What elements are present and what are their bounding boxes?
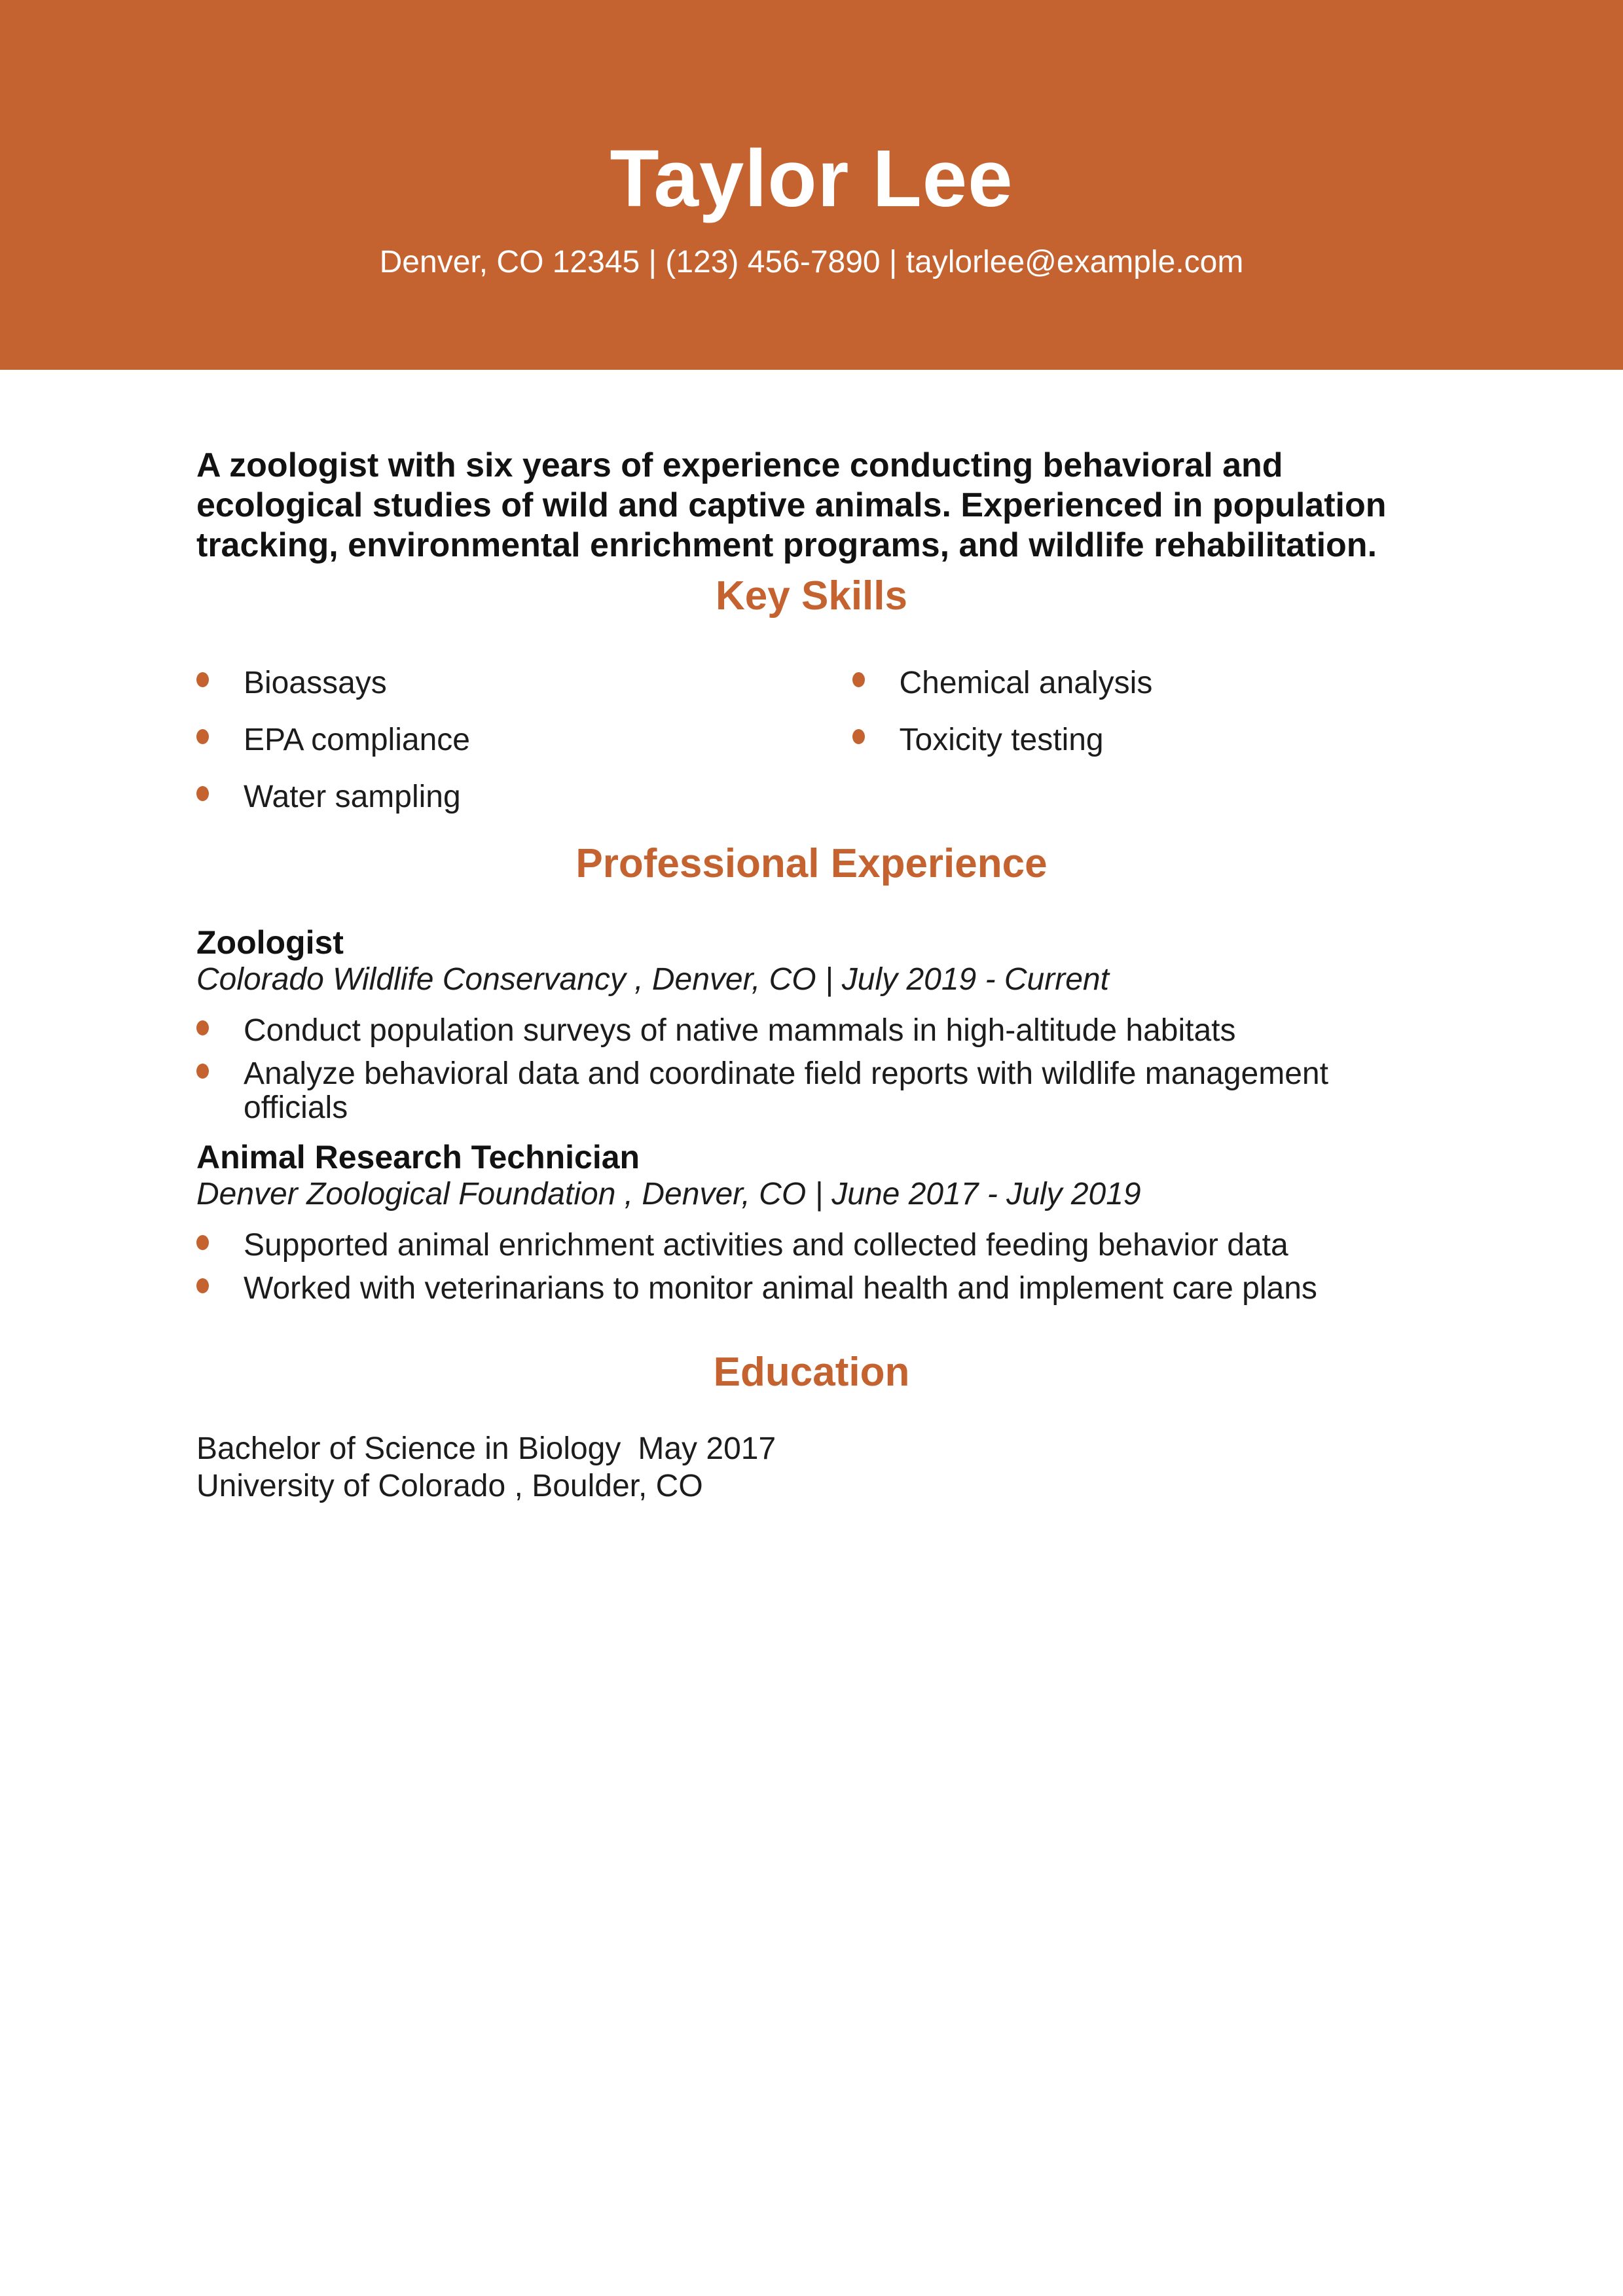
job-entry bbox=[196, 924, 1427, 1125]
resume-body bbox=[196, 446, 1427, 1505]
job-entry bbox=[196, 1138, 1427, 1306]
skill-item bbox=[196, 780, 812, 816]
school: University of Colorado , Boulder, CO bbox=[196, 1469, 703, 1503]
job-bullet-text: Analyze behavioral data and coordinate field reports with wildlife management officials bbox=[244, 1056, 1328, 1125]
skill-label: Toxicity testing bbox=[899, 723, 1104, 757]
skill-item bbox=[852, 666, 1427, 702]
job-bullet-text: Worked with veterinarians to monitor animal health and implement care plans bbox=[244, 1271, 1317, 1306]
bullet-icon bbox=[196, 1278, 209, 1293]
skill-label: Water sampling bbox=[244, 780, 461, 814]
job-bullet bbox=[196, 1057, 1427, 1125]
job-bullet-list bbox=[196, 1014, 1427, 1125]
bullet-icon bbox=[196, 1235, 209, 1250]
job-bullet-list bbox=[196, 1229, 1427, 1306]
job-bullet-text: Supported animal enrichment activities and collected feeding behavior data bbox=[244, 1228, 1288, 1263]
job-bullet bbox=[196, 1229, 1427, 1263]
skills-grid bbox=[196, 666, 1427, 836]
summary-paragraph: A zoologist with six years of experience conducting behavioral and ecological studies of wild and captive animals. Experienced in population tracking, environmental enrichment programs, and wildlife rehabilitation. bbox=[196, 446, 1387, 564]
education-title: Education bbox=[713, 1350, 910, 1395]
key-skills-section bbox=[196, 573, 1427, 836]
bullet-icon bbox=[196, 786, 209, 801]
job-bullet bbox=[196, 1272, 1427, 1306]
header-band bbox=[0, 0, 1623, 370]
education-section bbox=[196, 1349, 1427, 1505]
job-meta: Colorado Wildlife Conservancy , Denver, CO | July 2019 - Current bbox=[196, 962, 1109, 997]
job-bullet-text: Conduct population surveys of native mammals in high-altitude habitats bbox=[244, 1013, 1236, 1048]
experience-section bbox=[196, 840, 1427, 1306]
bullet-icon bbox=[196, 672, 209, 687]
contact-line: Denver, CO 12345 | (123) 456-7890 | taylorlee@example.com bbox=[379, 245, 1244, 279]
skill-item bbox=[196, 666, 812, 702]
candidate-name: Taylor Lee bbox=[610, 134, 1013, 224]
degree: Bachelor of Science in Biology bbox=[196, 1431, 621, 1466]
bullet-icon bbox=[196, 1064, 209, 1079]
bullet-icon bbox=[852, 729, 865, 744]
job-bullet bbox=[196, 1014, 1427, 1048]
skill-item bbox=[852, 723, 1427, 759]
job-meta: Denver Zoological Foundation , Denver, CO | June 2017 - July 2019 bbox=[196, 1177, 1141, 1211]
bullet-icon bbox=[196, 729, 209, 744]
bullet-icon bbox=[196, 1020, 209, 1035]
skills-column-left bbox=[196, 666, 812, 836]
bullet-icon bbox=[852, 672, 865, 687]
skill-label: Chemical analysis bbox=[899, 666, 1153, 700]
skills-column-right bbox=[852, 666, 1427, 836]
skill-label: EPA compliance bbox=[244, 723, 470, 757]
degree-line bbox=[196, 1430, 1427, 1467]
experience-title: Professional Experience bbox=[575, 841, 1048, 886]
graduation-date: May 2017 bbox=[638, 1431, 776, 1466]
skill-label: Bioassays bbox=[244, 666, 387, 700]
key-skills-title: Key Skills bbox=[716, 573, 907, 619]
job-title: Animal Research Technician bbox=[196, 1139, 640, 1175]
skill-item bbox=[196, 723, 812, 759]
job-title: Zoologist bbox=[196, 924, 344, 961]
